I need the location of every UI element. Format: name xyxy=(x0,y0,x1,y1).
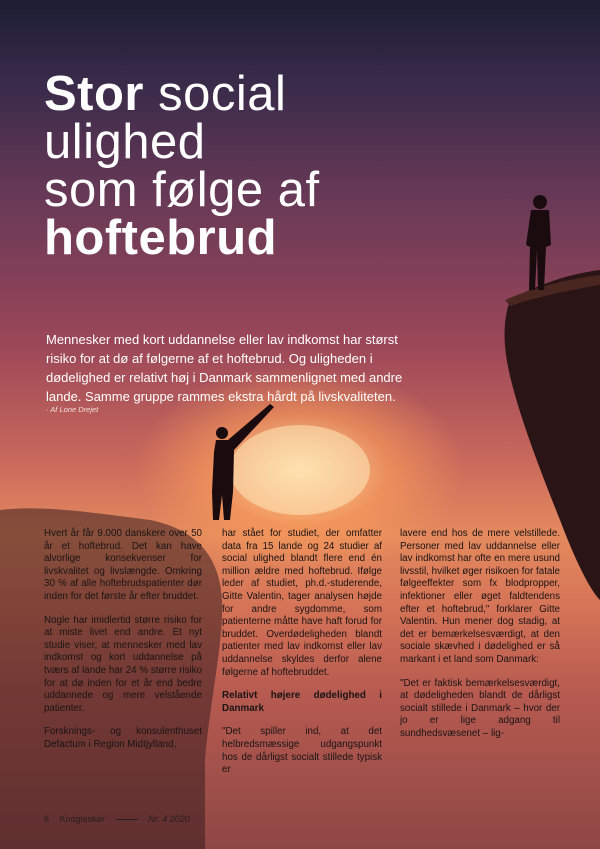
article-column-1 xyxy=(44,528,202,763)
magazine-name: Knogleskør xyxy=(59,814,106,824)
body-paragraph: Hvert år får 9.000 danskere over 50 år et hoftebrud. Det kan have alvorlige konsekvenser for livskvalitet og livslængde. Omkring 30 % af alle hoftebrudspatienter dør inden for det første år efter bruddet. xyxy=(44,528,202,602)
article-column-3 xyxy=(400,528,560,752)
footer-divider xyxy=(116,819,138,820)
body-paragraph: Forsknings- og konsulenthuset Defactum i Region Midtjylland, xyxy=(44,726,202,750)
page-number: 6 xyxy=(44,814,50,824)
page-title xyxy=(44,67,320,265)
page-footer xyxy=(44,814,190,824)
body-paragraph: "Det spiller ind, at det helbredsmæssige udgangspunkt hos de dårligst socialt stillede typisk er xyxy=(222,726,382,776)
lead-paragraph: Mennesker med kort uddannelse eller lav indkomst har størst risiko for at dø af følgerne af et hoftebrud. Og uligheden i dødelighed er relativt høj i Danmark sammenlignet med andre lande. Samme gruppe rammes ekstra hårdt på livskvaliteten. xyxy=(46,332,403,404)
title-word: social xyxy=(144,67,287,121)
body-paragraph: "Det er faktisk bemærkelsesværdigt, at dødeligheden blandt de dårligst socialt stillede i Danmark – hvor der jo er lige adgang til sundhedsvæsenet – lig- xyxy=(400,677,560,739)
subheading: Relativt højere dødelighed i Danmark xyxy=(222,690,382,714)
article-column-2 xyxy=(222,528,382,788)
title-line-3: som følge af xyxy=(44,163,320,217)
standing-man-silhouette xyxy=(526,195,551,290)
title-line-2: ulighed xyxy=(44,115,206,169)
sun-glow xyxy=(230,425,370,515)
title-bold-line: hoftebrud xyxy=(44,211,278,265)
body-paragraph: lavere end hos de mere velstillede. Personer med lav uddannelse eller lav indkomst har ofte en mere usund livsstil, hvilket øger risikoen for fatale følgeeffekter som fx blodpropper, infektioner eller øget faldtendens efter et hoftebrud," forklarer Gitte Valentin. Hun mener dog stadig, at det er bemærkelsesværdigt, at den sociale skævhed i dødelighed er så markant i et land som Danmark: xyxy=(400,528,560,665)
body-paragraph: har stået for studiet, der omfatter data fra 15 lande og 24 studier af social ulighed blandt flere end én million ældre med hoftebrud. Ifølge leder af studiet, ph.d.-studerende, Gitte Valentin, tager analysen højde for andre sygdomme, som patienterne måtte have haft forud for bruddet. Overdødeligheden blandt patienter med lav indkomst eller lav uddannelse skyldes derfor alene følgerne af hoftebruddet. xyxy=(222,528,382,678)
body-paragraph: Nogle har imidlertid større risiko for at miste livet end andre. Et nyt studie viser, at mennesker med lav indkomst og kort uddannelse på tværs af lande har 24 % større risiko for at dø inden for et år end bedre uddannede og mere velstående patienter. xyxy=(44,614,202,714)
byline: · Af Lone Drejet xyxy=(46,405,99,414)
title-bold-word: Stor xyxy=(44,67,144,121)
issue-number: Nr. 4 2020 xyxy=(148,814,190,824)
